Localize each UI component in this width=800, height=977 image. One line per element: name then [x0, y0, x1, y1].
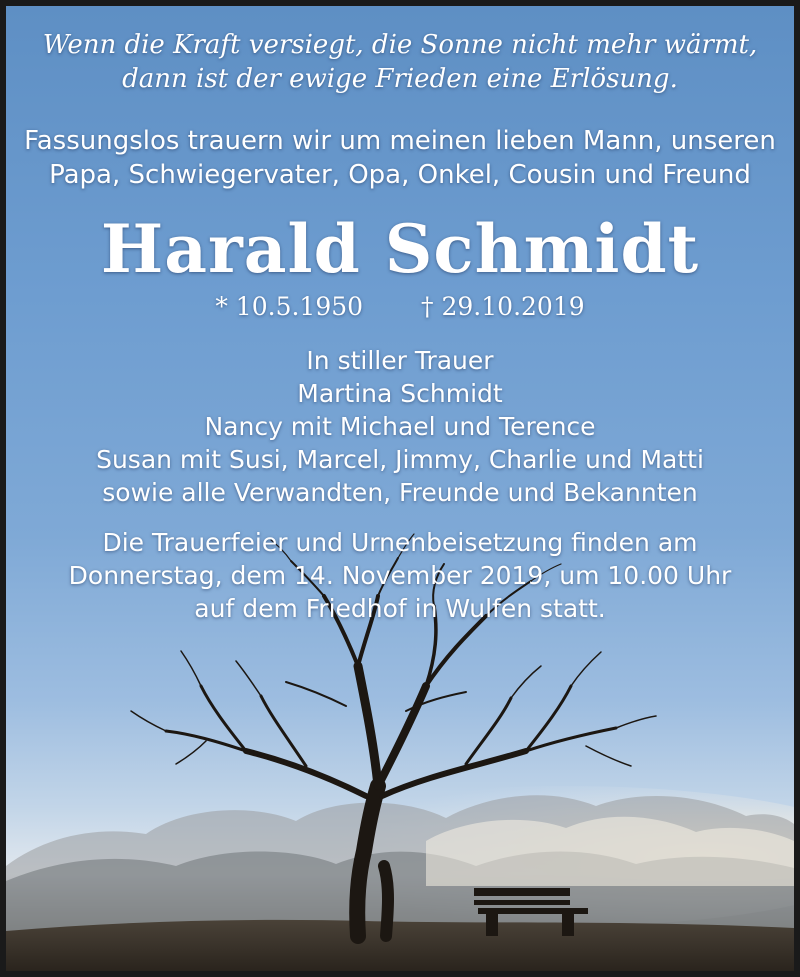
- service-line: Donnerstag, dem 14. November 2019, um 10.00 Uhr: [68, 561, 732, 590]
- funeral-service-info: [6, 526, 794, 625]
- mourners-heading: In stiller Trauer: [306, 346, 494, 375]
- mourner-entry: Nancy mit Michael und Terence: [204, 412, 596, 441]
- mourners-list: [6, 344, 794, 509]
- service-line: auf dem Friedhof in Wulfen statt.: [194, 594, 606, 623]
- life-dates: [6, 290, 794, 324]
- birth-date: * 10.5.1950: [215, 292, 364, 321]
- mourner-entry: sowie alle Verwandten, Freunde und Bekannten: [102, 478, 698, 507]
- motto-verse: [6, 28, 794, 96]
- mourner-entry: Martina Schmidt: [297, 379, 503, 408]
- mourning-announcement: [6, 124, 794, 192]
- cloud-bank: [6, 786, 794, 941]
- motto-line: Wenn die Kraft versiegt, die Sonne nicht mehr wärmt,: [42, 30, 758, 60]
- obituary-notice: [6, 6, 794, 971]
- mourner-entry: Susan mit Susi, Marcel, Jimmy, Charlie und Matti: [96, 445, 704, 474]
- announcement-line: Fassungslos trauern wir um meinen lieben Mann, unseren: [24, 126, 776, 156]
- motto-line: dann ist der ewige Frieden eine Erlösung.: [122, 64, 678, 94]
- service-line: Die Trauerfeier und Urnenbeisetzung finden am: [102, 528, 698, 557]
- hill-ground: [6, 920, 794, 971]
- announcement-line: Papa, Schwiegervater, Opa, Onkel, Cousin und Freund: [49, 160, 751, 190]
- death-date: † 29.10.2019: [421, 292, 585, 321]
- deceased-name: Harald Schmidt: [100, 210, 700, 288]
